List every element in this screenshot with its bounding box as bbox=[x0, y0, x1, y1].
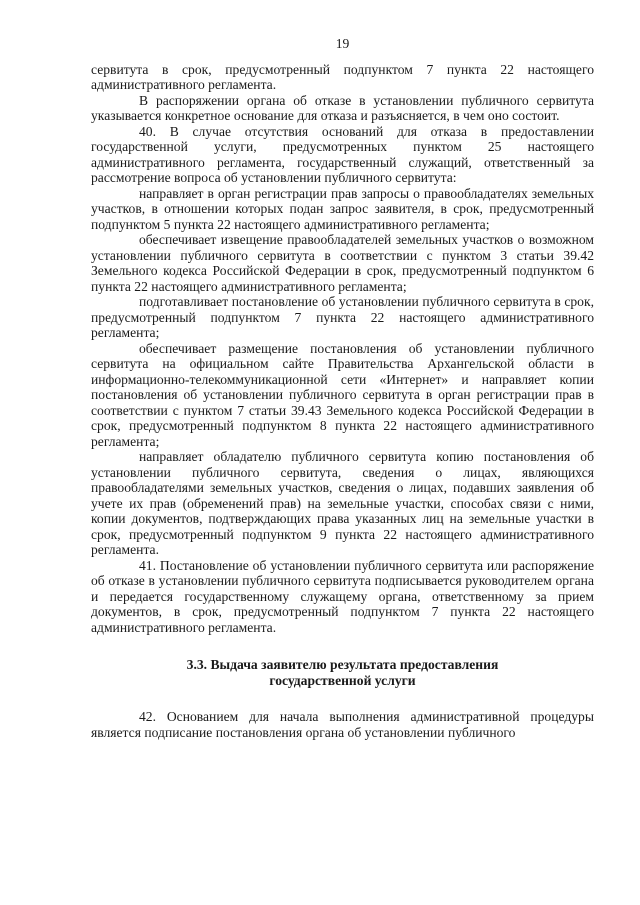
body-text-top bbox=[91, 62, 594, 636]
paragraph: обеспечивает размещение постановления об установлении публичного сервитута на официальном сайте Правительства Архангельской области в информационно-телекоммуникационной сети «Интернет» и направляет копии постановления об установлении публичного сервитута в орган регистрации прав в соответствии с пунктом 7 статьи 39.43 Земельного кодекса Российской Федерации в срок, предусмотренный подпунктом 8 пункта 22 настоящего административного регламента; bbox=[91, 340, 594, 449]
paragraph: подготавливает постановление об установлении публичного сервитута в срок, предусмотренный подпунктом 7 пункта 22 настоящего административного регламента; bbox=[91, 294, 594, 340]
paragraph: обеспечивает извещение правообладателей земельных участков о возможном установлении публичного сервитута в соответствии с пунктом 3 статьи 39.42 Земельного кодекса Российской Федерации в срок, предусмотренный подпунктом 6 пункта 22 настоящего административного регламента; bbox=[91, 232, 594, 294]
page-number: 19 bbox=[335, 36, 350, 51]
paragraph: В распоряжении органа об отказе в установлении публичного сервитута указывается конкретное основание для отказа и разъясняется, в чем оно состоит. bbox=[91, 92, 594, 123]
section-heading bbox=[91, 657, 594, 688]
paragraph: сервитута в срок, предусмотренный подпунктом 7 пункта 22 настоящего административного регламента. bbox=[91, 61, 594, 92]
paragraph: 41. Постановление об установлении публичного сервитута или распоряжение об отказе в установлении публичного сервитута подписывается руководителем органа и передается государственному служащему органа, ответственному за прием документов, в срок, предусмотренный подпунктом 7 пункта 22 настоящего административного регламента. bbox=[91, 557, 594, 635]
body-text-bottom bbox=[91, 709, 594, 740]
paragraph: направляет в орган регистрации прав запросы о правообладателях земельных участков, в отношении которых подан запрос заявителя, в срок, предусмотренный подпунктом 5 пункта 22 настоящего административного регламента; bbox=[91, 185, 594, 232]
paragraph: направляет обладателю публичного сервитута копию постановления об установлении публичного сервитута, сведения о лицах, являющихся правообладателями земельных участков, сведения о лицах, подавших заявления об учете их прав (обременений прав) на земельные участки, способах связи с ними, копии документов, подтверждающих права указанных лиц на земельные участки в срок, предусмотренный подпунктом 9 пункта 22 настоящего административного регламента. bbox=[91, 449, 594, 557]
paragraph: 42. Основанием для начала выполнения административной процедуры является подписание постановления органа об установлении публичного bbox=[91, 709, 594, 740]
section-heading-line: 3.3. Выдача заявителю результата предоставления bbox=[186, 657, 499, 672]
section-heading-line: государственной услуги bbox=[269, 672, 416, 688]
paragraph: 40. В случае отсутствия оснований для отказа в предоставлении государственной услуги, предусмотренных пунктом 25 настоящего административного регламента, государственный служащий, ответственный за рассмотрение вопроса об установлении публичного сервитута: bbox=[91, 123, 594, 185]
